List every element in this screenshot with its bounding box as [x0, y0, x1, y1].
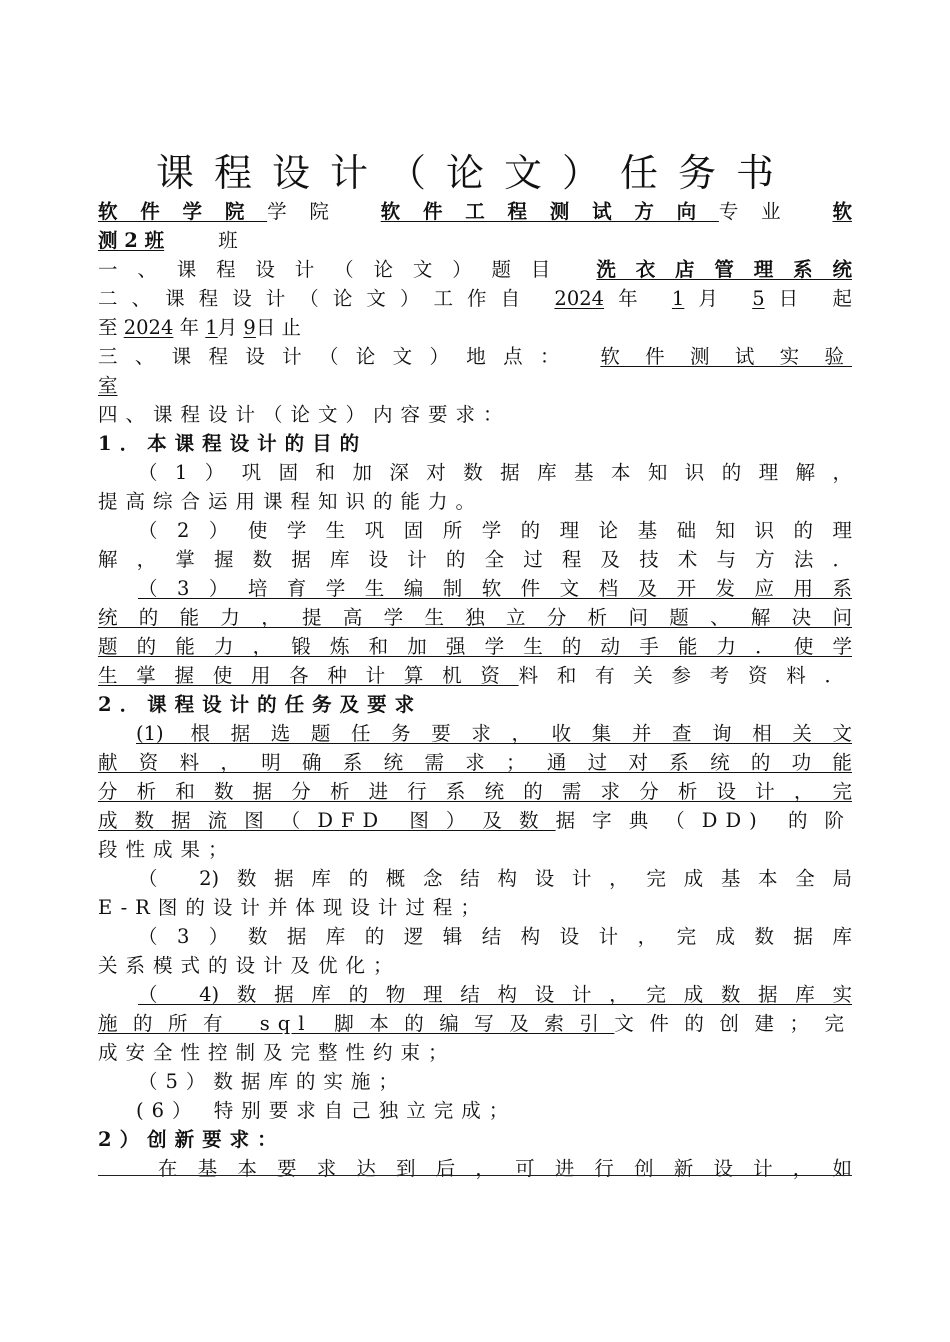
location-value: 软件测试实验	[600, 345, 852, 368]
task-1-line-5: 段性成果；	[98, 838, 236, 861]
purpose-2-line-2: 解，掌握数据库设计的全过程及技术与方法．	[98, 548, 852, 571]
section-2-period-end	[98, 313, 852, 342]
purpose-1-line-1: （1）巩固和加深对数据库基本知识的理解，	[138, 461, 852, 484]
purpose-3-line-4-underlined: 生掌握使用各种计算机资	[98, 664, 519, 687]
header-line-1	[98, 197, 852, 226]
task-5: （5）数据库的实施；	[138, 1070, 406, 1093]
section-2-period	[98, 284, 852, 313]
purpose-3-line-3: 题的能力，锻炼和加强学生的动手能力．使学	[98, 635, 852, 658]
task-1-line-1: (1) 根据选题任务要求，收集并查询相关文	[136, 722, 852, 745]
task-4-line-2-rest: 文件的创建；完	[614, 1012, 852, 1035]
purpose-1-line-2: 提高综合运用课程知识的能力。	[98, 490, 484, 513]
major-name: 软件工程测试方向	[380, 200, 719, 223]
to-text: 至	[98, 316, 118, 339]
task-4-line-3: 成安全性控制及完整性约束；	[98, 1041, 456, 1064]
month-text-2: 月	[217, 316, 238, 339]
start-day: 5	[752, 287, 765, 310]
day-end-text: 日 止	[255, 316, 302, 339]
task-4-line-1: （ 4)数据库的物理结构设计，完成数据库实	[138, 983, 852, 1006]
class-suffix: 班	[218, 229, 238, 252]
day-start-text: 日 起	[764, 287, 852, 310]
section-1-label: 一、课程设计（论文）题目	[98, 258, 571, 281]
location-value-cont: 室	[98, 374, 118, 397]
bottom-divider	[98, 1175, 852, 1176]
school-suffix: 学院	[267, 200, 352, 223]
task-1-line-4-rest: 据字典（DD) 的阶	[555, 809, 852, 832]
end-month: 1	[205, 316, 218, 339]
task-1-line-4	[98, 806, 852, 835]
task-3-line-2: 关系模式的设计及优化；	[98, 954, 401, 977]
month-text: 月	[684, 287, 732, 310]
purpose-3-line-2: 统的能力，提高学生独立分析问题、解决问	[98, 606, 852, 629]
class-name-part-a: 软	[832, 200, 852, 223]
heading-tasks: 2．课程设计的任务及要求	[98, 693, 423, 716]
heading-purpose: 1．本课程设计的目的	[98, 432, 368, 455]
task-1-line-4-underlined: 成数据流图（DFD 图）及数	[98, 809, 556, 832]
header-line-2	[98, 226, 852, 255]
section-3-location-cont	[98, 371, 852, 400]
school-name: 软件学院	[98, 200, 268, 223]
section-3-location	[98, 342, 852, 371]
document-title: 课程设计（论文）任务书	[155, 151, 794, 195]
section-3-label: 三、课程设计（论文）地点：	[98, 345, 577, 368]
task-3-line-1: （3）数据库的逻辑结构设计，完成数据库	[138, 925, 852, 948]
major-suffix: 专业	[718, 200, 804, 223]
end-year: 2024	[123, 316, 174, 339]
section-2-label: 二、课程设计（论文）工作自	[98, 287, 535, 310]
task-4-line-2-underlined: 施的所有 sql 脚本的编写及索引	[98, 1012, 615, 1035]
section-4-label: 四、课程设计（论文）内容要求：	[98, 403, 511, 426]
task-2-line-2: E-R图的设计并体现设计过程；	[98, 896, 488, 919]
year-text-2: 年	[179, 316, 200, 339]
innovation-line-1: 在基本要求达到后，可进行创新设计，如	[158, 1157, 852, 1180]
purpose-3-line-4-rest: 料和有关参考资料．	[518, 664, 852, 687]
end-day: 9	[243, 316, 256, 339]
purpose-3-line-4	[98, 661, 852, 690]
start-year: 2024	[554, 287, 605, 310]
section-1-topic	[98, 255, 852, 284]
task-2-line-1: （ 2)数据库的概念结构设计，完成基本全局	[138, 867, 852, 890]
heading-innovation: 2）创新要求：	[98, 1128, 285, 1151]
year-text: 年	[604, 287, 652, 310]
purpose-3-line-1: （3）培育学生编制软件文档及开发应用系	[138, 577, 852, 600]
start-month: 1	[671, 287, 685, 310]
task-6: (6） 特别要求自己独立完成；	[136, 1099, 517, 1122]
class-name-part-b: 测 2 班	[98, 229, 165, 252]
task-1-line-3: 分析和数据分析进行系统的需求分析设计，完	[98, 780, 852, 803]
task-1-line-2: 献资料，明确系统需求；通过对系统的功能	[98, 751, 852, 774]
purpose-2-line-1: （2）使学生巩固所学的理论基础知识的理	[138, 519, 852, 542]
topic-value: 洗衣店管理系统	[596, 258, 852, 281]
task-4-line-2	[98, 1009, 852, 1038]
